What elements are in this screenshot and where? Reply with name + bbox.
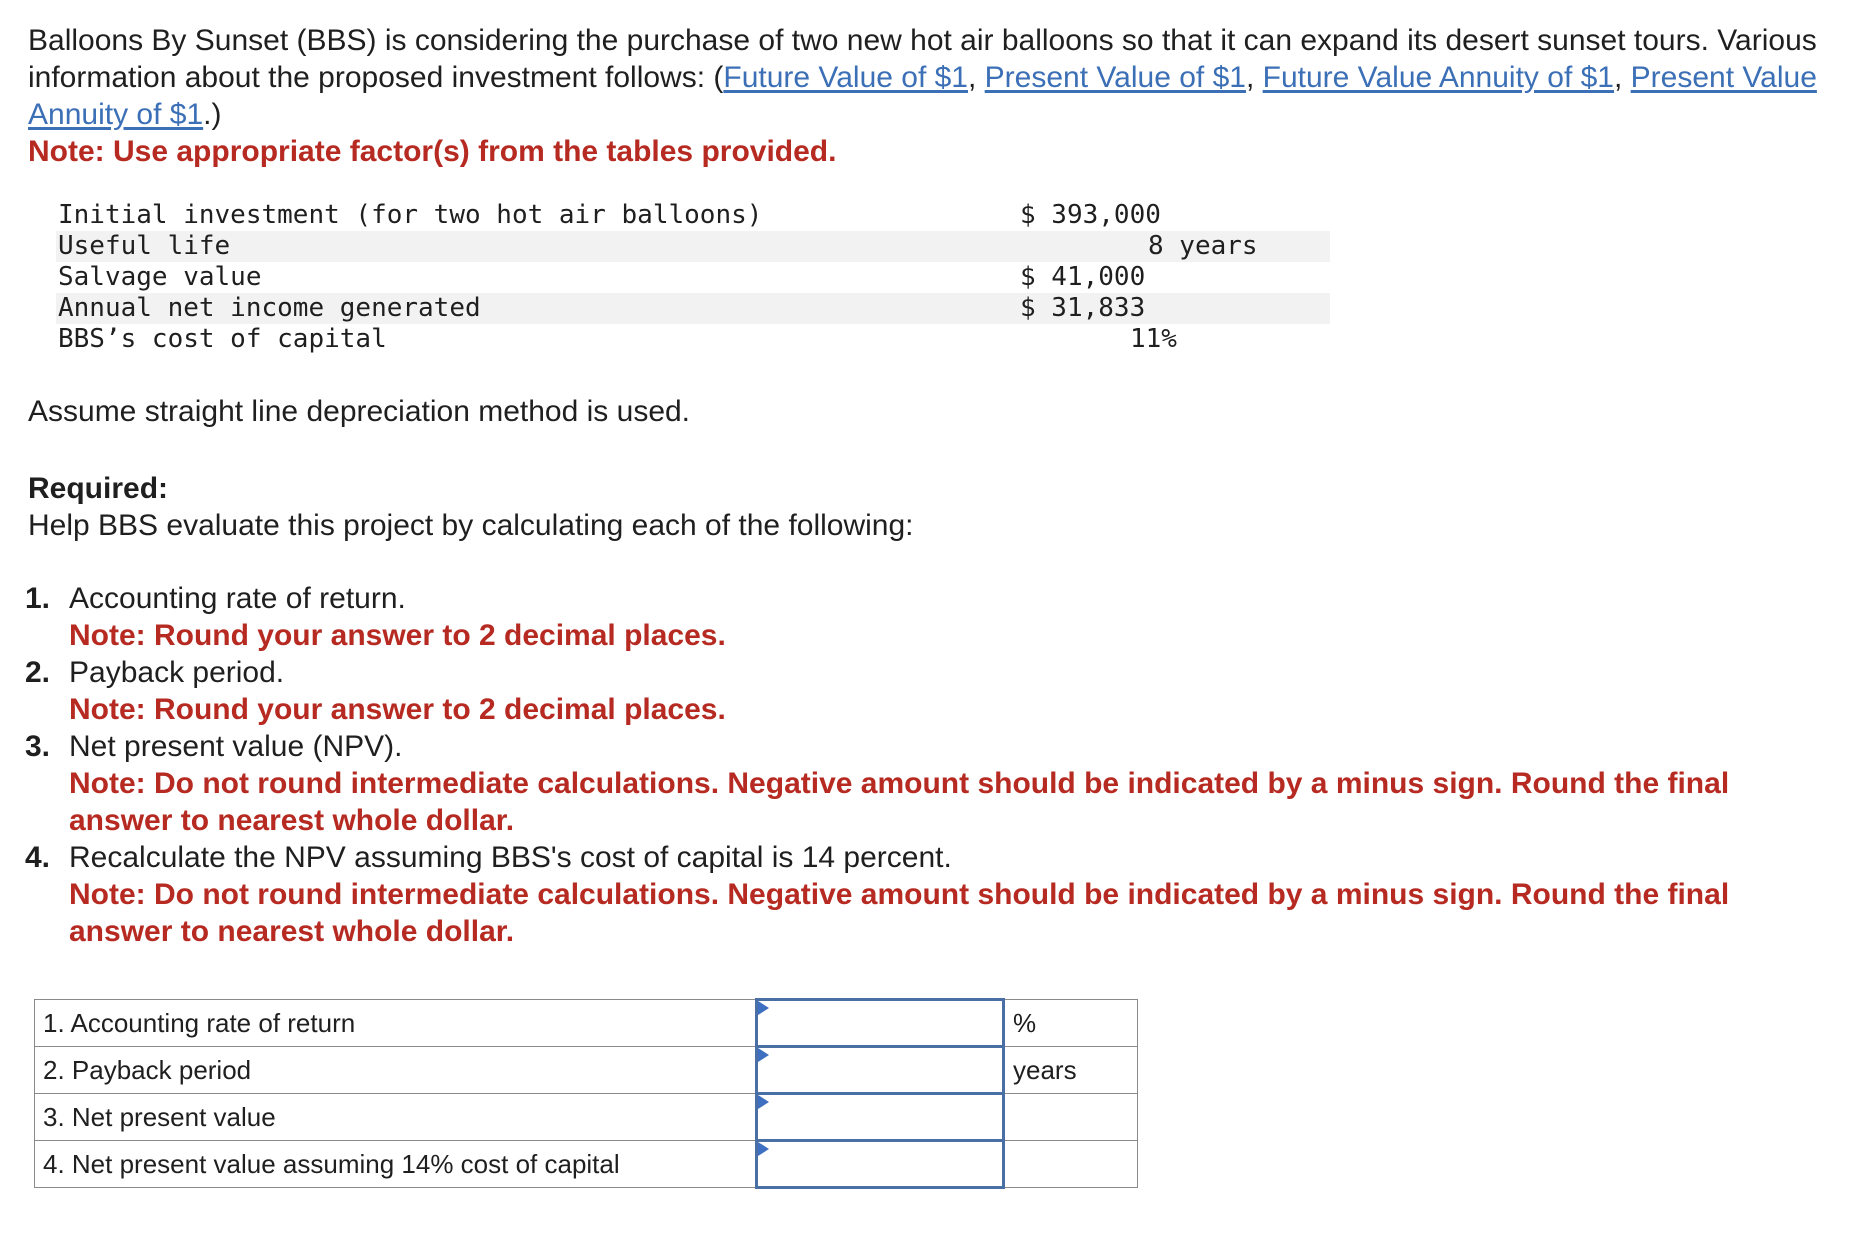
item-text: Recalculate the NPV assuming BBS's cost of capital is 14 percent. [69,841,952,874]
data-value: $ 41,000 [1020,262,1146,292]
list-item [25,839,1828,950]
intro-note: Note: Use appropriate factor(s) from the tables provided. [28,135,837,168]
dropdown-marker-icon [758,1048,769,1062]
list-item [25,728,1828,839]
item-note: Note: Do not round intermediate calculations. Negative amount should be indicated by a minus sign. Round the final answer to nearest whole dollar. [69,878,1730,948]
dropdown-marker-icon [758,1142,769,1156]
unit-label: years [1004,1047,1138,1094]
item-text: Net present value (NPV). [69,730,403,763]
data-value: 8 years [1148,231,1258,261]
dropdown-marker-icon [758,1001,769,1015]
item-number: 1. [25,582,51,615]
answer-cell [757,1141,1004,1188]
table-row [35,1094,1138,1141]
table-row [35,1000,1138,1047]
item-note: Note: Do not round intermediate calculations. Negative amount should be indicated by a minus sign. Round the final answer to nearest whole dollar. [69,767,1730,837]
npv-14-percent-input[interactable] [758,1144,1002,1184]
item-note: Note: Round your answer to 2 decimal places. [69,693,726,726]
answer-cell [757,1047,1004,1094]
list-item [25,654,1828,728]
row-label: 2. Payback period [35,1047,757,1094]
data-row-salvage-value [56,262,1330,293]
payback-period-input[interactable] [758,1050,1002,1090]
unit-label [1004,1094,1138,1141]
data-value: $ 31,833 [1020,293,1146,323]
problem-page [25,22,1828,950]
link-present-value-annuity[interactable]: Present Value Annuity of $1 [28,61,1817,131]
item-text: Accounting rate of return. [69,582,406,615]
link-future-value-annuity[interactable]: Future Value Annuity of $1 [1262,61,1614,94]
data-value: 11% [1130,324,1177,354]
answer-table [34,998,1138,1189]
list-item [25,580,1828,654]
link-future-value[interactable]: Future Value of $1 [723,61,968,94]
requirements-list [25,580,1828,950]
link-present-value[interactable]: Present Value of $1 [984,61,1246,94]
data-label: Initial investment (for two hot air balloons) [58,200,763,230]
investment-data-table [56,200,1330,355]
item-note: Note: Round your answer to 2 decimal places. [69,619,726,652]
required-heading: Required: [28,472,169,505]
accounting-rate-input[interactable] [758,1003,1002,1043]
data-row-annual-net-income [56,293,1330,324]
table-row [35,1141,1138,1188]
data-row-cost-of-capital [56,324,1330,355]
answer-cell [757,1094,1004,1141]
data-row-useful-life [56,231,1330,262]
row-label: 1. Accounting rate of return [35,1000,757,1047]
item-text: Payback period. [69,656,285,689]
unit-label: % [1004,1000,1138,1047]
npv-input[interactable] [758,1097,1002,1137]
data-label: Annual net income generated [58,293,481,323]
data-value: $ 393,000 [1020,200,1161,230]
table-row [35,1047,1138,1094]
answer-cell [757,1000,1004,1047]
assumption-text: Assume straight line depreciation method is used. [28,395,691,428]
data-label: Useful life [58,231,231,261]
item-number: 4. [25,841,51,874]
dropdown-marker-icon [758,1095,769,1109]
item-number: 3. [25,730,51,763]
data-row-initial-investment [56,200,1330,231]
intro-text: Balloons By Sunset (BBS) is considering the purchase of two new hot air balloons so that it can expand its desert sunset tours. Various information about the proposed investment follows: ( [28,24,1817,94]
data-label: Salvage value [58,262,262,292]
unit-label [1004,1141,1138,1188]
item-number: 2. [25,656,51,689]
row-label: 3. Net present value [35,1094,757,1141]
row-label: 4. Net present value assuming 14% cost of capital [35,1141,757,1188]
required-text: Help BBS evaluate this project by calculating each of the following: [28,509,914,542]
data-label: BBS’s cost of capital [58,324,387,354]
intro-paragraph: Balloons By Sunset (BBS) is considering the purchase of two new hot air balloons so that it can expand its desert sunset tours. Various information about the proposed investment follows: (Future Value of $1, Present Value of $1, Future Value Annuity of $1, Present Value Annuity of $1.) [28,24,1817,131]
